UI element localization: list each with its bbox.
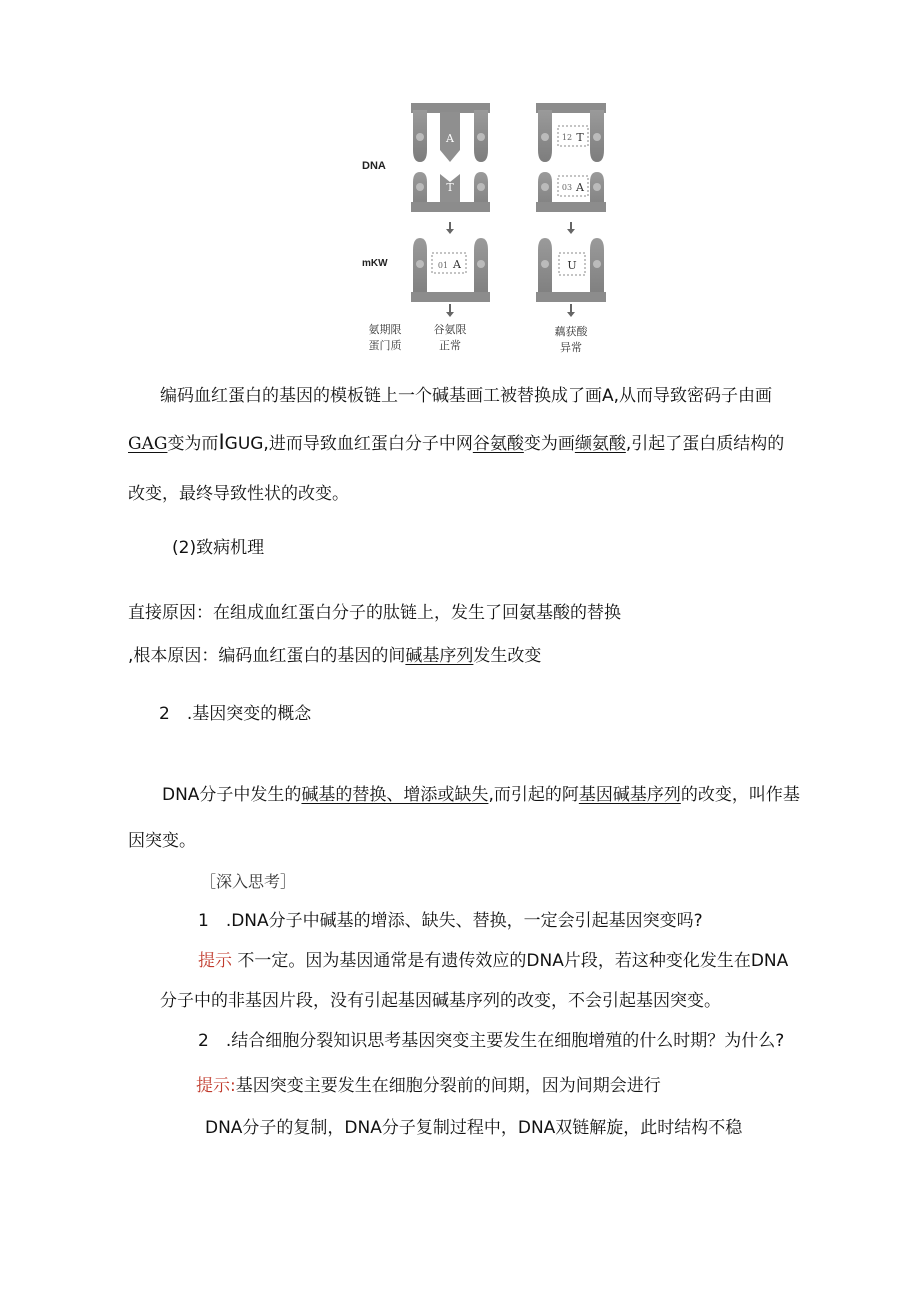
- caption-amino-acid: [355, 322, 415, 354]
- answer-1-text: 不一定。因为基因通常是有遗传效应的DNA片段，若这种变化发生在DNA: [237, 951, 789, 971]
- right-dna-bottom-base: A: [576, 181, 584, 194]
- para1-l2-b: 变为而: [167, 434, 219, 454]
- caption-normal-line2: 正常: [439, 339, 461, 352]
- amino-glu: 谷氨酸: [472, 434, 524, 454]
- direct-cause: 直接原因：在组成血红蛋白分子的肽链上，发生了回氨基酸的替换: [128, 603, 621, 623]
- answer-2-line2: DNA分子的复制，DNA分子复制过程中，DNA双链解旋，此时结构不稳: [205, 1118, 743, 1138]
- definition-line2: 因突变。: [128, 831, 196, 851]
- tip-label-1: 提示: [198, 951, 232, 971]
- question-1: 1 .DNA分子中碱基的增添、缺失、替换，一定会引起基因突变吗?: [198, 911, 703, 931]
- root-cause-b: 碱基序列: [405, 646, 474, 666]
- tip-label-2: 提示:: [196, 1076, 236, 1096]
- def-c: ,而引起的阿: [488, 785, 579, 805]
- dna-label: DNA: [362, 160, 386, 172]
- amino-val: 缬氨酸: [574, 434, 626, 454]
- right-mrna-base: U: [567, 259, 577, 272]
- right-dna-top-base: T: [576, 131, 584, 144]
- caption-abnormal: [543, 324, 599, 356]
- para1-line3: 改变，最终导致性状的改变。: [128, 484, 349, 504]
- left-dna-top-base: A: [446, 132, 454, 145]
- para1-l2-f: 变为画: [523, 434, 575, 454]
- right-dna-top-mark: 12: [561, 133, 573, 142]
- def-a: DNA分子中发生的: [162, 785, 302, 805]
- def-b: 碱基的替换、增添或缺失: [301, 785, 489, 805]
- right-dna-block: [536, 103, 606, 234]
- para1-line2: [128, 429, 784, 454]
- caption-normal: [422, 322, 478, 354]
- answer-1-line1: [198, 946, 788, 971]
- left-mrna-block: [411, 238, 490, 317]
- left-mrna-mark: 01: [437, 261, 449, 270]
- caption-amino-line2: 蛋门质: [368, 339, 402, 352]
- def-d: 基因碱基序列: [578, 785, 681, 805]
- left-dna-bottom-base: T: [446, 181, 454, 194]
- think-title: ［深入思考］: [200, 872, 297, 891]
- section2-heading: (2)致病机理: [172, 538, 265, 558]
- para1-l2-h: ,引起了蛋白质结构的: [625, 434, 785, 454]
- answer-1-line2: 分子中的非基因片段，没有引起基因碱基序列的改变，不会引起基因突变。: [160, 991, 721, 1011]
- root-cause-a: ,根本原因：编码血红蛋白的基因的间: [128, 646, 406, 666]
- question-2: 2 .结合细胞分裂知识思考基因突变主要发生在细胞增殖的什么时期？为什么?: [198, 1031, 785, 1051]
- para1-line1: 编码血红蛋白的基因的模板链上一个碱基画工被替换成了画A,从而导致密码子由画: [160, 386, 773, 406]
- para1-l2-c: I: [218, 430, 225, 454]
- left-dna-block: [411, 103, 490, 234]
- left-mrna-base: A: [453, 258, 461, 271]
- figure-diagram: [0, 0, 920, 330]
- caption-amino-line1: 氨期限: [368, 323, 402, 336]
- right-dna-bottom-mark: 03: [561, 183, 573, 192]
- mrna-label: mKW: [362, 258, 388, 269]
- def-e: 的改变，叫作基: [680, 785, 800, 805]
- codon-gag: GAG: [128, 434, 168, 454]
- para1-l2-d: GUG,进而导致血红蛋白分子中网: [224, 434, 473, 454]
- heading-gene-mutation-concept: 2 .基因突变的概念: [159, 704, 312, 724]
- answer-2-line1: [196, 1071, 661, 1096]
- caption-abnormal-line2: 异常: [560, 341, 582, 354]
- root-cause: [128, 641, 541, 666]
- root-cause-c: 发生改变: [473, 646, 542, 666]
- caption-abnormal-line1: 藕获酸: [554, 325, 588, 338]
- caption-normal-line1: 谷氨限: [433, 323, 467, 336]
- answer-2-text: 基因突变主要发生在细胞分裂前的间期，因为间期会进行: [235, 1076, 661, 1096]
- definition-line1: [162, 780, 800, 805]
- right-mrna-block: [536, 238, 606, 317]
